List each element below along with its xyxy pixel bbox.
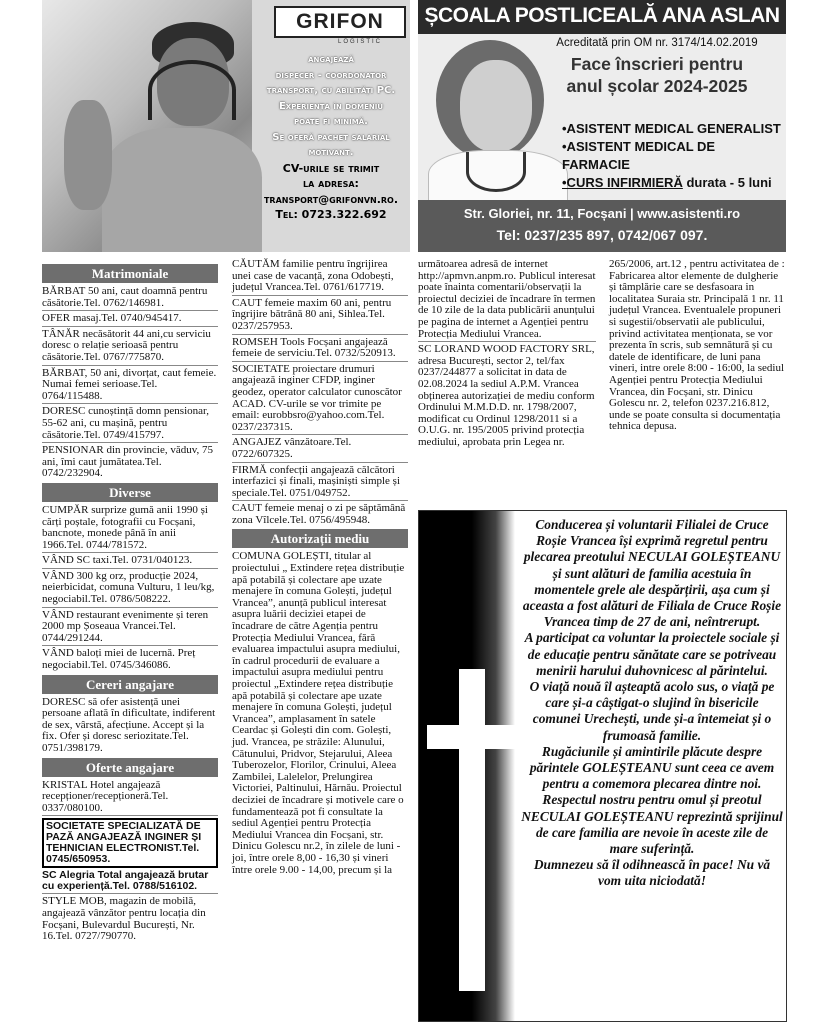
grifon-copy <box>252 52 410 223</box>
person-body <box>102 128 262 252</box>
aslan-course: •ASISTENT MEDICAL GENERALIST <box>562 121 781 136</box>
obituary-paragraph: Rugăciunile și amintirile plăcute despre părintele GOLEȘTEANU sunt ceea ce avem pentru a comemora plecarea dintre noi. <box>529 743 775 792</box>
grifon-phone: Tel: 0723.322.692 <box>275 208 387 221</box>
ana-aslan-ad <box>418 0 786 252</box>
headset-icon <box>148 60 236 120</box>
grifon-logo-sub: LOGISTIC <box>338 39 383 45</box>
classified-ad: DORESC să ofer asistență unei persoane aflată în dificultate, indiferent de sex, vârstă, afecțiune. Accept și la fix. Ofer și doresc seriozitate.Tel. 0751/398179. <box>42 695 216 754</box>
classified-ad: CĂUTĂM familie pentru îngrijirea unei case de vacanță, zona Odobești, județul Vrancea.Tel. 0761/617719. <box>232 259 408 296</box>
aslan-course-duration: durata - 5 luni <box>682 175 772 190</box>
classified-ad: VÂND baloți miei de lucernă. Preț negociabil.Tel. 0745/346086. <box>42 647 196 672</box>
grifon-cv-line: la adresa: <box>303 177 359 190</box>
aslan-phone: Tel: 0237/235 897, 0742/067 097. <box>496 227 708 243</box>
dispatcher-photo <box>42 0 252 252</box>
obituary-notice <box>418 510 787 1022</box>
obituary-paragraph: Conducerea și voluntarii Filialei de Cruce Roșie Vrancea își exprimă regretul pentru plecarea preotului NECULAI GOLEȘTEANU și sunt alături de familia acestuia în momentele grele ale despărțirii, așa cum și aceasta a fost alături de Filiala de Cruce Roșie Vrancea timp de 27 de ani, neîntrerupt. <box>522 517 782 630</box>
obituary-paragraph: O viață nouă îl așteaptă acolo sus, o viață pe care și-a câștigat-o slujind în bisericile comunei Urechești, unde și-a întemeiat și o frumoasă familie. <box>529 679 775 743</box>
column-1 <box>42 262 218 946</box>
aslan-enroll-line: anul școlar 2024-2025 <box>566 76 748 96</box>
classified-ad: FIRMĂ confecții angajează călcători interfazici și finali, mașiniști simple și speciale.Tel. 0751/049752. <box>232 465 408 502</box>
classified-ad: CUMPĂR surprize gumă anii 1990 și cărți poștale, fotografii cu Focșani, bancnote, monede până în anii 1966.Tel. 0744/781572. <box>42 505 218 553</box>
classified-ad: KRISTAL Hotel angajează recepționer/recepționeră.Tel. 0337/080100. <box>42 780 218 817</box>
grifon-cv-line: CV-urile se trimit <box>282 161 380 175</box>
classified-ad: DORESC cunoștință domn pensionar, 55-62 ani, cu mașină, pentru căsătorie.Tel. 0749/415797. <box>42 406 218 443</box>
environment-notice: SC LORAND WOOD FACTORY SRL, adresa București, sector 2, tel/fax 0237/244877 a solicitat in data de 02.08.2024 la sediul A.P.M. Vrancea obținerea autorizației de mediu conform Ordinului M.M.D.D. nr. 1798/2007, modificat cu Ordinul 1298/2011 si a O.U.G. nr. 195/2005 privind protecția mediului, aprobata prin Legea nr. <box>418 343 595 448</box>
stethoscope-icon <box>466 152 526 192</box>
grifon-line: Experiența în domeniu <box>278 100 384 112</box>
aslan-course <box>562 174 784 192</box>
column-2 <box>232 259 408 879</box>
classified-ad: STYLE MOB, magazin de mobilă, angajează vânzător pentru locația din Focșani, Bulevardul București, Nr. 16.Tel. 0727/790770. <box>42 895 206 943</box>
aslan-title: ȘCOALA POSTLICEALĂ ANA ASLAN <box>424 4 780 27</box>
obituary-paragraph: A participat ca voluntar la proiectele sociale și de educație pentru sănătate care se potriveau menirii harului duhovnicesc al părintelui. <box>524 630 780 678</box>
classified-ad: BĂRBAT, 50 ani, divorțat, caut femeie. Numai femei serioase.Tel. 0764/115488. <box>42 368 218 405</box>
classified-ad: BĂRBAT 50 ani, caut doamnă pentru căsătorie.Tel. 0762/146981. <box>42 286 218 311</box>
aslan-courses <box>562 120 784 192</box>
grifon-email: transport@grifonvn.ro. <box>263 192 399 206</box>
classified-ad: TÂNĂR necăsătorit 44 ani,cu serviciu doresc o relație serioasă pentru căsătorie.Tel. 0767/775870. <box>42 329 218 366</box>
grifon-logo-text: GRIFON <box>296 10 384 33</box>
obituary-text <box>521 517 783 890</box>
grifon-logo <box>274 6 406 38</box>
classified-ad: SOCIETATE proiectare drumuri angajează inginer CFDP, inginer geodez, operator calculator cunoscător ACAD. CV-urile se vor trimite pe email: eurobbsro@yahoo.com.Tel. 0237/237315. <box>232 364 408 436</box>
grifon-line: dispecer - coordonator <box>275 69 387 81</box>
section-title-autorizatii-mediu: Autorizații mediu <box>232 529 408 548</box>
classified-ad: CAUT femeie maxim 60 ani, pentru îngrijire bătrână 80 ani, Sihlea.Tel. 0237/257953. <box>232 298 408 335</box>
classified-ad: ROMSEH Tools Focșani angajează femeie de serviciu.Tel. 0732/520913. <box>232 337 408 362</box>
classified-ad-bold: SC Alegria Total angajează brutar cu experiență.Tel. 0788/516102. <box>42 870 218 894</box>
grifon-line: motivant. <box>308 147 354 158</box>
nurse-face <box>460 60 532 152</box>
section-title-cereri-angajare: Cereri angajare <box>42 675 218 694</box>
environment-notice: 265/2006, art.12 , pentru activitatea de : Fabricarea altor elemente de dulgherie și tâmplărie care se desfasoara in localitatea Suraia str. Principală 1 nr. 11 județul Vrancea. Eventualele propuneri si sugestii/observatii ale publicului, privind activitatea menționata, se vor prezenta în scris, sub semnătură și cu datele de identificare, de luni pana vineri, intre orele 8:00 - 16:00, la sediul Agenției pentru Protecția Mediului Vrancea, din Focșani, str. Dinicu Golescu nr. 2, telefon 0237.216.812, unde se poate consulta si documentația tehnica depusa. <box>609 258 785 433</box>
classified-ad: VÂND 300 kg orz, producție 2024, neierbicidat, comuna Vulturu, 1 leu/kg, negociabil.Tel. 0786/508222. <box>42 571 218 608</box>
classified-ad: PENSIONAR din provincie, văduv, 75 ani, îmi caut jumătatea.Tel. 0742/232904. <box>42 444 213 480</box>
aslan-enrollment <box>528 53 786 97</box>
aslan-course: •ASISTENT MEDICAL DE FARMACIE <box>562 139 716 172</box>
cross-icon <box>459 669 485 991</box>
section-title-oferte-angajare: Oferte angajare <box>42 758 218 777</box>
grifon-line: angajează <box>308 54 354 65</box>
classified-ad-boxed: SOCIETATE SPECIALIZATĂ DE PAZĂ ANGAJEAZĂ INGINER ȘI TEHNICIAN ELECTRONIST.Tel. 0745/650953. <box>42 818 218 868</box>
grifon-line: transport, cu abilități PC. <box>266 85 396 96</box>
section-title-diverse: Diverse <box>42 483 218 502</box>
person-hand <box>64 100 112 210</box>
obituary-paragraph: Respectul nostru pentru omul și preotul NECULAI GOLEȘTEANU reprezintă sprijinul de care familia are nevoie în aceste zile de mare suferință. <box>521 792 783 857</box>
classified-ad: VÂND SC taxi.Tel. 0731/040123. <box>42 555 218 569</box>
classified-ad: VÂND restaurant evenimente și teren 2000 mp Șoseaua Vrancei.Tel. 0744/291244. <box>42 610 218 647</box>
grifon-line: poate fi minimă. <box>294 116 368 127</box>
cross-icon-arm <box>427 725 517 749</box>
classified-ad: OFER masaj.Tel. 0740/945417. <box>42 313 218 327</box>
aslan-accreditation: Acreditată prin OM nr. 3174/14.02.2019 <box>556 37 758 49</box>
section-title-matrimoniale: Matrimoniale <box>42 264 218 283</box>
obituary-paragraph: Dumnezeu să îl odihnească în pace! Nu vă vom uita niciodată! <box>533 857 771 889</box>
aslan-enroll-line: Face înscrieri pentru <box>570 54 744 74</box>
environment-notice: următoarea adresă de internet http://apmvn.anpm.ro. Publicul interesat poate înainta comentarii/observații la proiectul deciziei de încadrare în termen de 10 zile de la data publicării anunțului pe pagina de internet a Agenției pentru Protecția Mediului Vrancea. <box>418 259 596 342</box>
classified-ad: ANGAJEZ vânzătoare.Tel. 0722/607325. <box>232 437 408 462</box>
aslan-course-name: •CURS INFIRMIERĂ <box>562 175 683 190</box>
column-4 <box>609 259 787 436</box>
aslan-address: Str. Gloriei, nr. 11, Focșani | www.asistenti.ro <box>463 206 741 221</box>
environment-notice: COMUNA GOLEȘTI, titular al proiectului „ Extindere rețea distribuție apă potabilă și colectare ape uzate menajere în comuna Golești, județul Vrancea”, anunță publicul interesat asupra luării deciziei etapei de încadrare de către Agenția pentru Protecția Mediului Vrancea, fără evaluarea impactului asupra mediului, în cadrul procedurii de evaluare a impactului asupra mediului pentru proiectul „Extindere rețea distribuție apă potabilă și colectare ape uzate menajere în comuna Golești, județul Vrancea”, amplasament în satele Ceardac și Golești din com. Golești, jud. Vrancea, pe străzile: Alunului, Cătunului, Pridvor, Stejarului, Aleea Tuberozelor, Florilor, Crinului, Aleea Zambilei, Lalelelor, Prelungirea Victoriei, Paltinului, Hărnău. Proiectul deciziei de încadrare și motivele care o fundamentează pot fi consultate la sediul Agenției pentru Protecția Mediului Vrancea din Focșani, str. Dinicu Golescu nr.2, în zilele de luni - joi, între orele 8,00 - 16,30 și vineri între orele 9.00 - 14,00, precum și la <box>232 550 405 876</box>
grifon-line: Se oferă pachet salarial <box>272 131 390 143</box>
grifon-ad <box>42 0 410 252</box>
column-3 <box>418 259 596 452</box>
classified-ad: CAUT femeie menaj o zi pe săptămână zona Vîlcele.Tel. 0756/495948. <box>232 502 406 526</box>
